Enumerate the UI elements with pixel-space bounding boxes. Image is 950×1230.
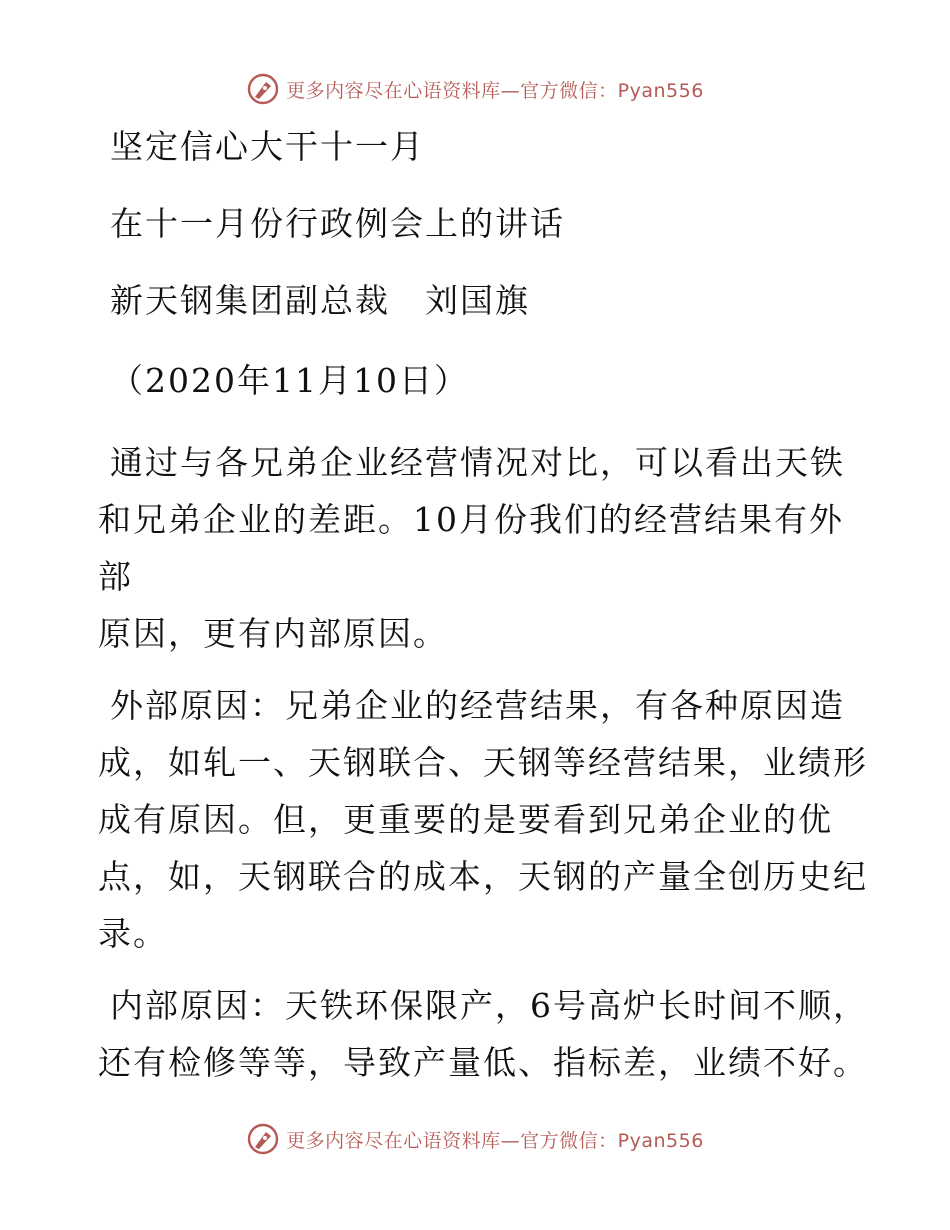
paragraph-line: 成有原因。但，更重要的是要看到兄弟企业的优 bbox=[98, 800, 833, 839]
paragraph-line: 和兄弟企业的差距。10月份我们的经营结果有外部 bbox=[98, 500, 844, 596]
paragraph-line: 还有检修等等，导致产量低、指标差，业绩不好。 bbox=[98, 1043, 868, 1082]
document-date: （2020年11月10日） bbox=[110, 361, 469, 400]
paragraph-line: 成，如轧一、天钢联合、天钢等经营结果，业绩形 bbox=[98, 743, 868, 782]
watermark-text: 更多内容尽在心语资料库—官方微信：Pyan556 bbox=[286, 1129, 704, 1152]
document-author: 新天钢集团副总裁 刘国旗 bbox=[110, 281, 530, 320]
paragraph-line: 内部原因：天铁环保限产，6号高炉长时间不顺， bbox=[110, 986, 868, 1025]
header-watermark bbox=[0, 72, 950, 106]
paragraph-line: 原因，更有内部原因。 bbox=[98, 614, 448, 653]
pen-nib-logo-icon bbox=[246, 1122, 280, 1156]
watermark-text: 更多内容尽在心语资料库—官方微信：Pyan556 bbox=[286, 79, 704, 102]
paragraph-line: 录。 bbox=[98, 914, 168, 953]
footer-watermark bbox=[0, 1122, 950, 1156]
paragraph-3 bbox=[98, 977, 868, 1091]
document-body bbox=[98, 125, 868, 1106]
document-subtitle: 在十一月份行政例会上的讲话 bbox=[110, 204, 565, 243]
document-title: 坚定信心大干十一月 bbox=[110, 127, 425, 166]
paragraph-1 bbox=[98, 434, 868, 662]
paragraph-line: 通过与各兄弟企业经营情况对比，可以看出天铁 bbox=[110, 443, 845, 482]
paragraph-line: 外部原因：兄弟企业的经营结果，有各种原因造 bbox=[110, 686, 845, 725]
paragraph-line: 点，如，天钢联合的成本，天钢的产量全创历史纪 bbox=[98, 857, 868, 896]
paragraph-2 bbox=[98, 677, 868, 962]
pen-nib-logo-icon bbox=[246, 72, 280, 106]
